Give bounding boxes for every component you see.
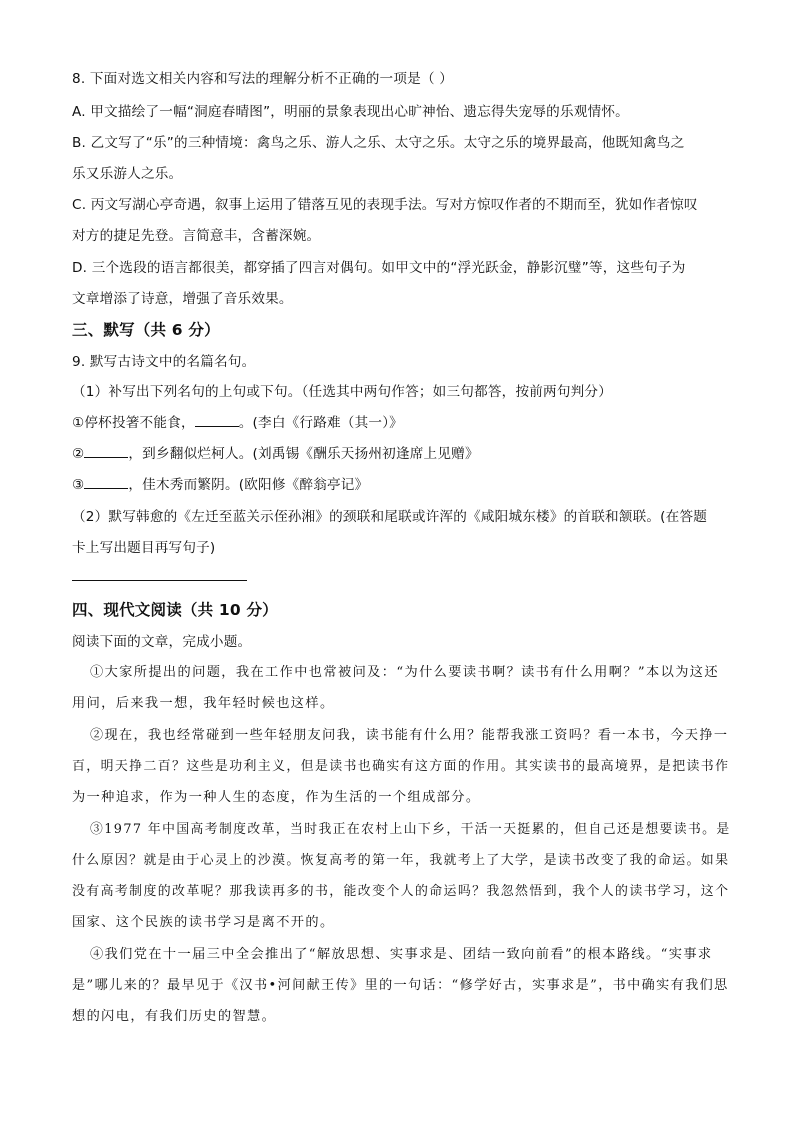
paragraph-4-line2: 是”哪儿来的？最早见于《汉书•河间献王传》里的一句话：“修学好古，实事求是”，书中确实有我们思 [72, 978, 729, 993]
paragraph-2-line1: ②现在，我也经常碰到一些年轻朋友问我，读书能有什么用？能帮我涨工资吗？看一本书，今天挣一 [90, 728, 729, 743]
answer-line[interactable] [72, 580, 247, 581]
blank-line[interactable] [195, 425, 239, 427]
q8-option-b-line2: 乐又乐游人之乐。 [72, 166, 183, 182]
q9-item-3: ③ ，佳木秀而繁阴。(欧阳修《醉翁亭记》 [72, 477, 369, 493]
paragraph-2-line2: 百，明天挣二百？这些是功利主义，但是读书也确实有这方面的作用。其实读书的最高境界，是把读书作 [72, 759, 730, 774]
blank-line[interactable] [84, 487, 128, 489]
section-4-title: 四、现代文阅读（共 10 分） [72, 601, 278, 619]
q9-sub1: （1）补写出下列名句的上句或下句。（任选其中两句作答；如三句都答，按前两句判分） [72, 384, 613, 400]
q9-item-2: ② ，到乡翻似烂柯人。(刘禹锡《酬乐天扬州初逢席上见赠》 [72, 446, 479, 462]
paragraph-2-line3: 为一种追求，作为一种人生的态度，作为生活的一个组成部分。 [72, 790, 481, 805]
q8-option-d-line2: 文章增添了诗意，增强了音乐效果。 [72, 291, 293, 307]
paragraph-3-line1: ③1977 年中国高考制度改革，当时我正在农村上山下乡，干活一天挺累的，但自己还是想要读书。是 [90, 822, 731, 837]
q9-sub2-line2: 卡上写出题目再写句子) [72, 540, 216, 556]
blank-line[interactable] [84, 456, 128, 458]
paragraph-4-line3: 想的闪电，有我们历史的智慧。 [72, 1009, 277, 1024]
q8-option-b-line1: B. 乙文写了“乐”的三种情境：禽鸟之乐、游人之乐、太守之乐。太守之乐的境界最高，他既知禽鸟之 [72, 135, 685, 151]
q9-stem: 9. 默写古诗文中的名篇名句。 [72, 354, 256, 370]
section-3-title: 三、默写（共 6 分） [72, 321, 220, 339]
q8-stem: 8. 下面对选文相关内容和写法的理解分析不正确的一项是（ ） [72, 71, 454, 87]
q8-option-a: A. 甲文描绘了一幅“洞庭春晴图”，明丽的景象表现出心旷神怡、遗忘得失宠辱的乐观情怀。 [72, 104, 629, 120]
paragraph-4-line1: ④我们党在十一届三中全会推出了“解放思想、实事求是、团结一致向前看”的根本路线。“实事求 [90, 947, 713, 962]
paragraph-3-line3: 没有高考制度的改革呢？那我读再多的书，能改变个人的命运吗？我忽然悟到，我个人的读书学习，这个 [72, 884, 730, 899]
paragraph-1-line1: ①大家所提出的问题，我在工作中也常被问及：“为什么要读书啊？读书有什么用啊？”本以为这还 [90, 665, 719, 680]
q8-option-c-line2: 对方的捷足先登。言简意丰，含蓄深婉。 [72, 228, 321, 244]
q9-sub2-line1: （2）默写韩愈的《左迁至蓝关示侄孙湘》的颈联和尾联或许浑的《咸阳城东楼》的首联和颔联。(在答题 [72, 509, 708, 525]
q8-option-d-line1: D. 三个选段的语言都很美，都穿插了四言对偶句。如甲文中的“浮光跃金，静影沉璧”等，这些句子为 [72, 260, 686, 276]
paragraph-3-line4: 国家、这个民族的读书学习是离不开的。 [72, 915, 335, 930]
q8-option-c-line1: C. 丙文写湖心亭奇遇，叙事上运用了错落互见的表现手法。写对方惊叹作者的不期而至，犹如作者惊叹 [72, 197, 698, 213]
paragraph-1-line2: 用问，后来我一想，我年轻时候也这样。 [72, 696, 335, 711]
q9-item-1: ①停杯投箸不能食， 。(李白《行路难（其一）》 [72, 415, 403, 431]
reading-intro: 阅读下面的文章，完成小题。 [72, 634, 252, 650]
paragraph-3-line2: 什么原因？就是由于心灵上的沙漠。恢复高考的第一年，我就考上了大学，是读书改变了我的命运。如果 [72, 853, 730, 868]
